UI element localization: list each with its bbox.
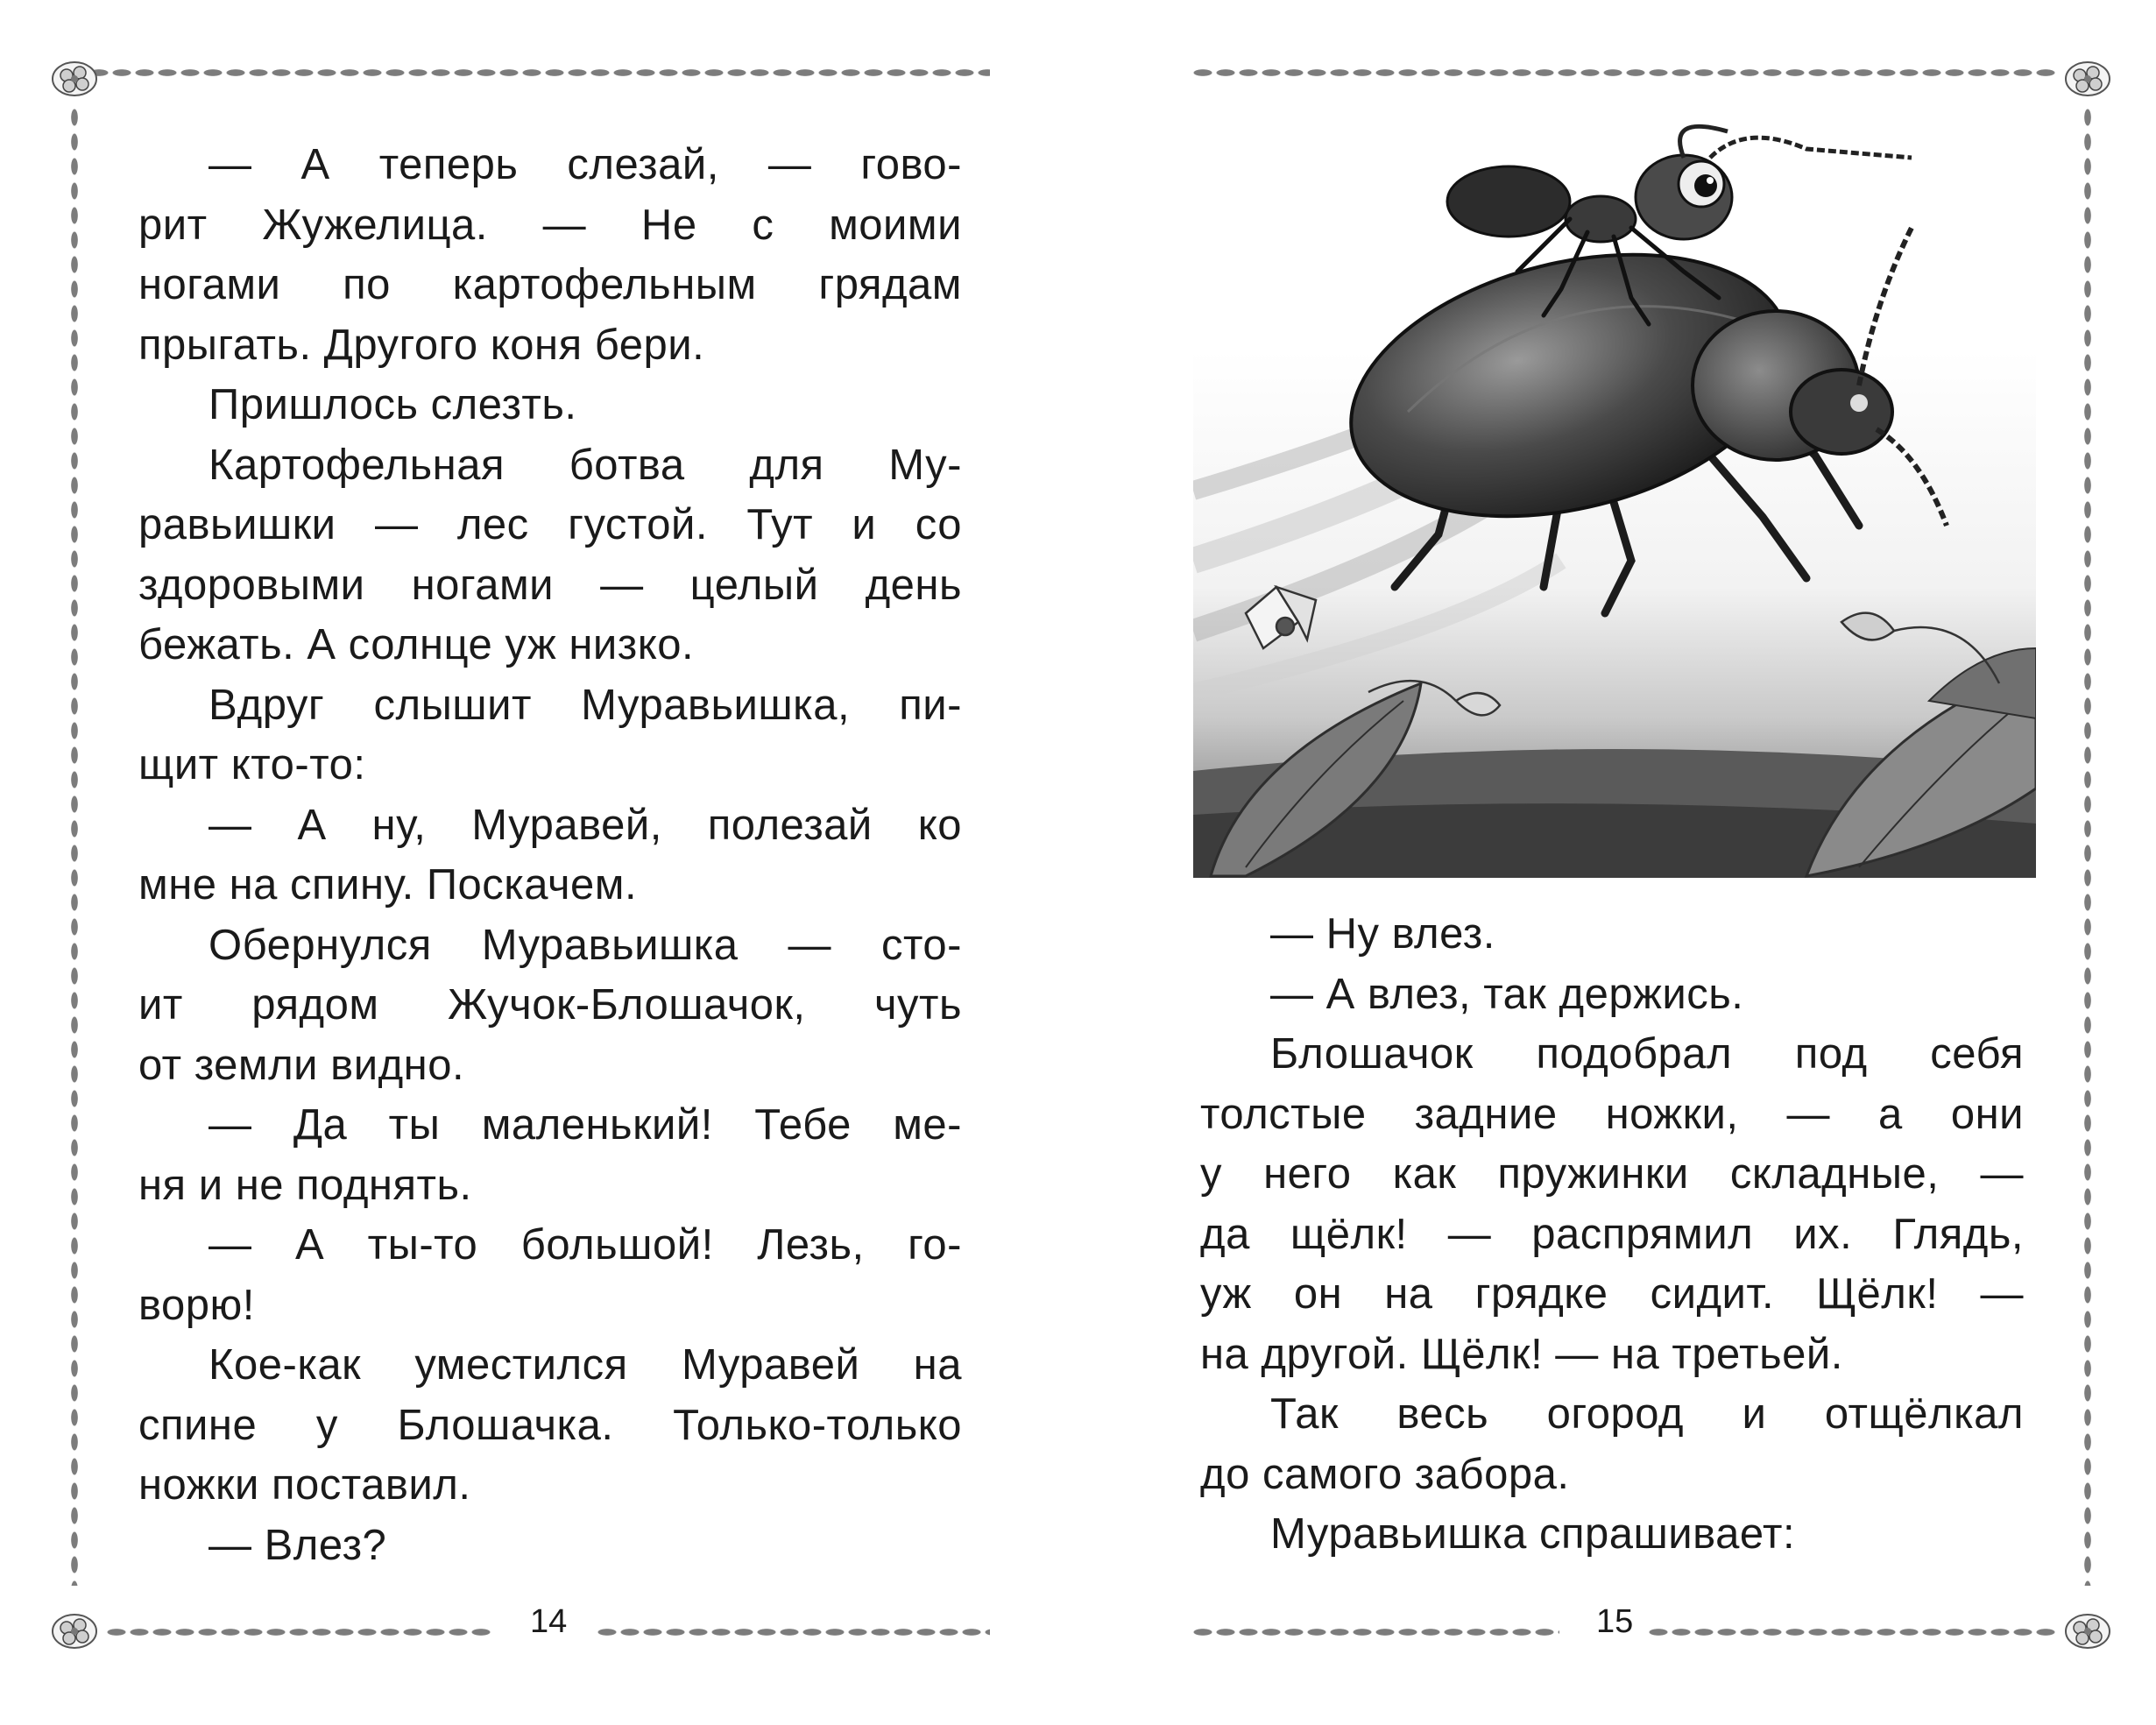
text-line: здоровыми ногами — целый день <box>138 561 962 609</box>
text-line: — А ты-то большой! Лезь, го- <box>209 1221 962 1269</box>
right-page-text <box>1200 904 2024 1565</box>
text-line: толстые задние ножки, — а они <box>1200 1090 2024 1138</box>
text-line: у него как пружинки складные, — <box>1200 1150 2024 1198</box>
page-left <box>0 0 1051 1725</box>
page-number-left: 14 <box>530 1603 568 1640</box>
text-line: бежать. А солнце уж низко. <box>138 621 695 668</box>
text-line: ворю! <box>138 1281 255 1329</box>
text-line: Кое-как уместился Муравей на <box>209 1341 962 1389</box>
text-line: Муравьишка спрашивает: <box>1270 1510 1796 1558</box>
text-line: да щёлк! — распрямил их. Глядь, <box>1200 1210 2024 1258</box>
text-line: ножки поставил. <box>138 1461 471 1509</box>
text-line: ногами по картофельным грядам <box>138 261 962 308</box>
text-line: прыгать. Другого коня бери. <box>138 321 705 369</box>
text-line: Так весь огород и отщёлкал <box>1270 1390 2024 1438</box>
text-line: — А ну, Муравей, полезай ко <box>209 801 962 849</box>
text-line: — А влез, так держись. <box>1270 970 1744 1018</box>
text-line: на другой. Щёлк! — на третьей. <box>1200 1330 1843 1378</box>
text-line: — Ну влез. <box>1270 910 1495 958</box>
text-line: Картофельная ботва для Му- <box>209 441 962 489</box>
page-right <box>1086 0 2156 1725</box>
text-line: до самого забора. <box>1200 1450 1570 1498</box>
text-line: — Да ты маленький! Тебе ме- <box>209 1101 962 1149</box>
text-line: мне на спину. Поскачем. <box>138 861 638 908</box>
text-line: рит Жужелица. — Не с моими <box>138 201 962 249</box>
text-line: — Влез? <box>209 1521 387 1569</box>
text-line: Обернулся Муравьишка — сто- <box>209 921 962 969</box>
ant-riding-beetle-illustration <box>1193 123 2036 878</box>
text-line: ит рядом Жучок-Блошачок, чуть <box>138 981 962 1029</box>
page-number-right: 15 <box>1596 1603 1634 1640</box>
text-line: Блошачок подобрал под себя <box>1270 1030 2024 1078</box>
text-line: равьишки — лес густой. Тут и со <box>138 501 962 548</box>
text-line: уж он на грядке сидит. Щёлк! — <box>1200 1270 2024 1318</box>
text-line: щит кто-то: <box>138 741 366 788</box>
text-line: Пришлось слезть. <box>209 381 577 428</box>
text-line: — А теперь слезай, — гово- <box>209 141 962 188</box>
left-page-text <box>138 135 962 1575</box>
text-line: от земли видно. <box>138 1041 465 1089</box>
text-line: ня и не поднять. <box>138 1161 472 1209</box>
text-line: спине у Блошачка. Только-только <box>138 1401 962 1449</box>
text-line: Вдруг слышит Муравьишка, пи- <box>209 681 962 729</box>
